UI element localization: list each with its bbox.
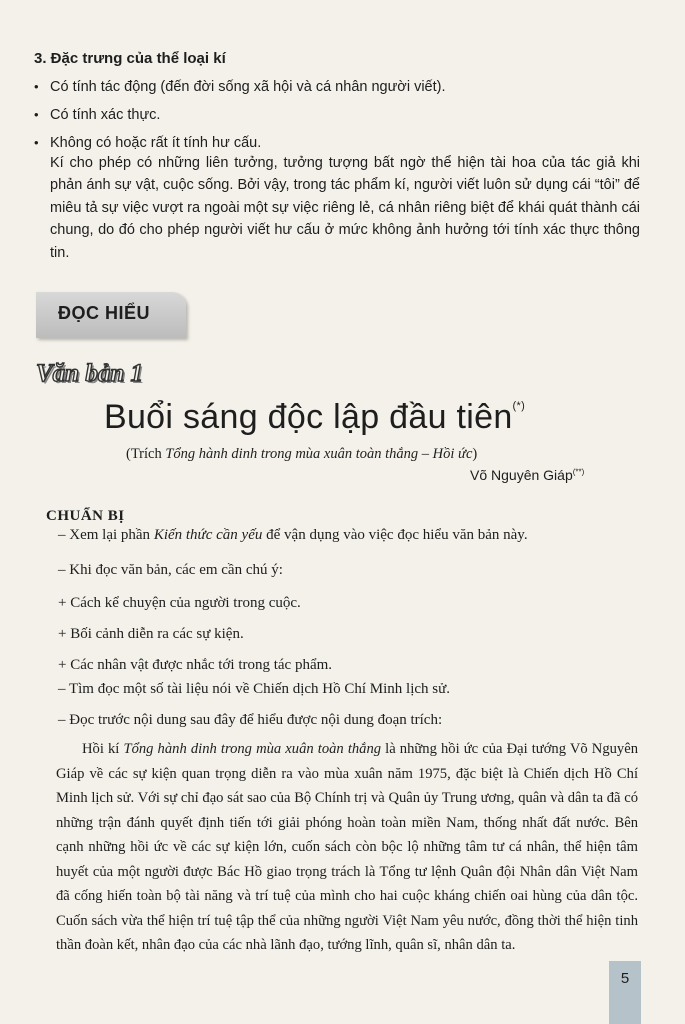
section-heading-text: 3. Đặc trưng của thể loại kí (34, 50, 226, 67)
author-footnote-mark: (**) (572, 467, 585, 477)
prep-item: – Tìm đọc một số tài liệu nói về Chiến dịch Hồ Chí Minh lịch sử. (58, 681, 450, 697)
prep-item-prefix: – Xem lại phần (58, 527, 154, 543)
intro-body: là những hồi ức của Đại tướng Võ Nguyên Giáp về các sự kiện quan trọng diễn ra vào mùa xuân năm 1975, đặc biệt là Chiến dịch Hồ Chí Minh lịch sử. Với sự chỉ đạo sát sao của Bộ Chính trị và Quân ủy Trung ương, quân và dân ta đã có những trận đánh quyết định tiến tới giải phóng hoàn toàn miền Nam, thống nhất đất nước. Bên cạnh những hồi ức về các sự kiện lớn, cuốn sách còn bộc lộ những tâm tư cá nhân, thể hiện tâm huyết của một người được Bác Hồ giao trọng trách là Tổng tư lệnh Quân đội Nhân dân Việt Nam đã cống hiến toàn bộ tài năng và trí tuệ của mình cho hai cuộc kháng chiến oai hùng của dân tộc. Cuốn sách vừa thể hiện trí tuệ tập thể của những người Việt Nam yêu nước, đồng thời thể hiện tinh thần đoàn kết, nhân đạo của các nhà lãnh đạo, tướng lĩnh, quân sĩ, nhân dân ta. (56, 741, 638, 953)
text-number-label: Văn bản 1 (36, 360, 143, 387)
page-number-tab (609, 961, 641, 1024)
prep-item: + Bối cảnh diễn ra các sự kiện. (58, 626, 244, 642)
bullet-dot: • (34, 107, 39, 122)
prep-heading: CHUẨN BỊ (46, 508, 125, 524)
section-heading (34, 50, 226, 67)
prep-item-emphasis: Kiến thức cần yếu (153, 527, 263, 543)
prep-item (58, 527, 528, 544)
reading-section-banner (36, 292, 186, 338)
excerpt-prefix: (Trích (126, 446, 166, 462)
title-footnote-mark: (*) (512, 400, 526, 412)
excerpt-work-title: Tổng hành dinh trong mùa xuân toàn thắng – Hồi ức (165, 446, 473, 462)
prep-item: + Cách kể chuyện của người trong cuộc. (58, 595, 301, 611)
page-number: 5 (620, 970, 630, 987)
excerpt-suffix: ) (472, 446, 478, 462)
intro-prefix: Hồi kí (82, 741, 124, 757)
prep-item: – Đọc trước nội dung sau đây để hiểu được nội dung đoạn trích: (58, 712, 443, 728)
excerpt-source (126, 446, 477, 463)
author-name: Võ Nguyên Giáp (470, 467, 573, 483)
bullet-item (34, 135, 261, 151)
prep-item: + Các nhân vật được nhắc tới trong tác phẩm. (58, 657, 333, 673)
text-title-main: Buổi sáng độc lập đầu tiên (104, 398, 513, 436)
author-line (470, 467, 584, 483)
text-title (104, 398, 525, 437)
bullet-text: Không có hoặc rất ít tính hư cấu. (50, 135, 262, 151)
genre-paragraph: Kí cho phép có những liên tưởng, tưởng tượng bất ngờ thể hiện tài hoa của tác giả khi phản ánh sự vật, cuộc sống. Bởi vậy, trong tác phẩm kí, người viết luôn sử dụng cái “tôi” để miêu tả sự việc vượt ra ngoài một sự việc riêng lẻ, cá nhân riêng biệt để khái quát thành cái chung, do đó cho phép người viết hư cấu ở mức không ảnh hưởng tới tính xác thực thông tin. (50, 155, 640, 261)
intro-work-title: Tổng hành dinh trong mùa xuân toàn thắng (123, 741, 382, 757)
prep-item: – Khi đọc văn bản, các em cần chú ý: (58, 562, 283, 578)
banner-label: ĐỌC HIỂU (58, 303, 151, 323)
prep-item-suffix: để vận dụng vào việc đọc hiểu văn bản này. (262, 527, 528, 543)
intro-paragraph (56, 737, 638, 958)
bullet-text: Có tính xác thực. (50, 107, 161, 123)
bullet-dot: • (34, 79, 39, 94)
bullet-item (34, 79, 446, 95)
bullet-item (34, 107, 160, 123)
bullet-text: Có tính tác động (đến đời sống xã hội và cá nhân người viết). (50, 79, 446, 95)
bullet-dot: • (34, 135, 39, 150)
